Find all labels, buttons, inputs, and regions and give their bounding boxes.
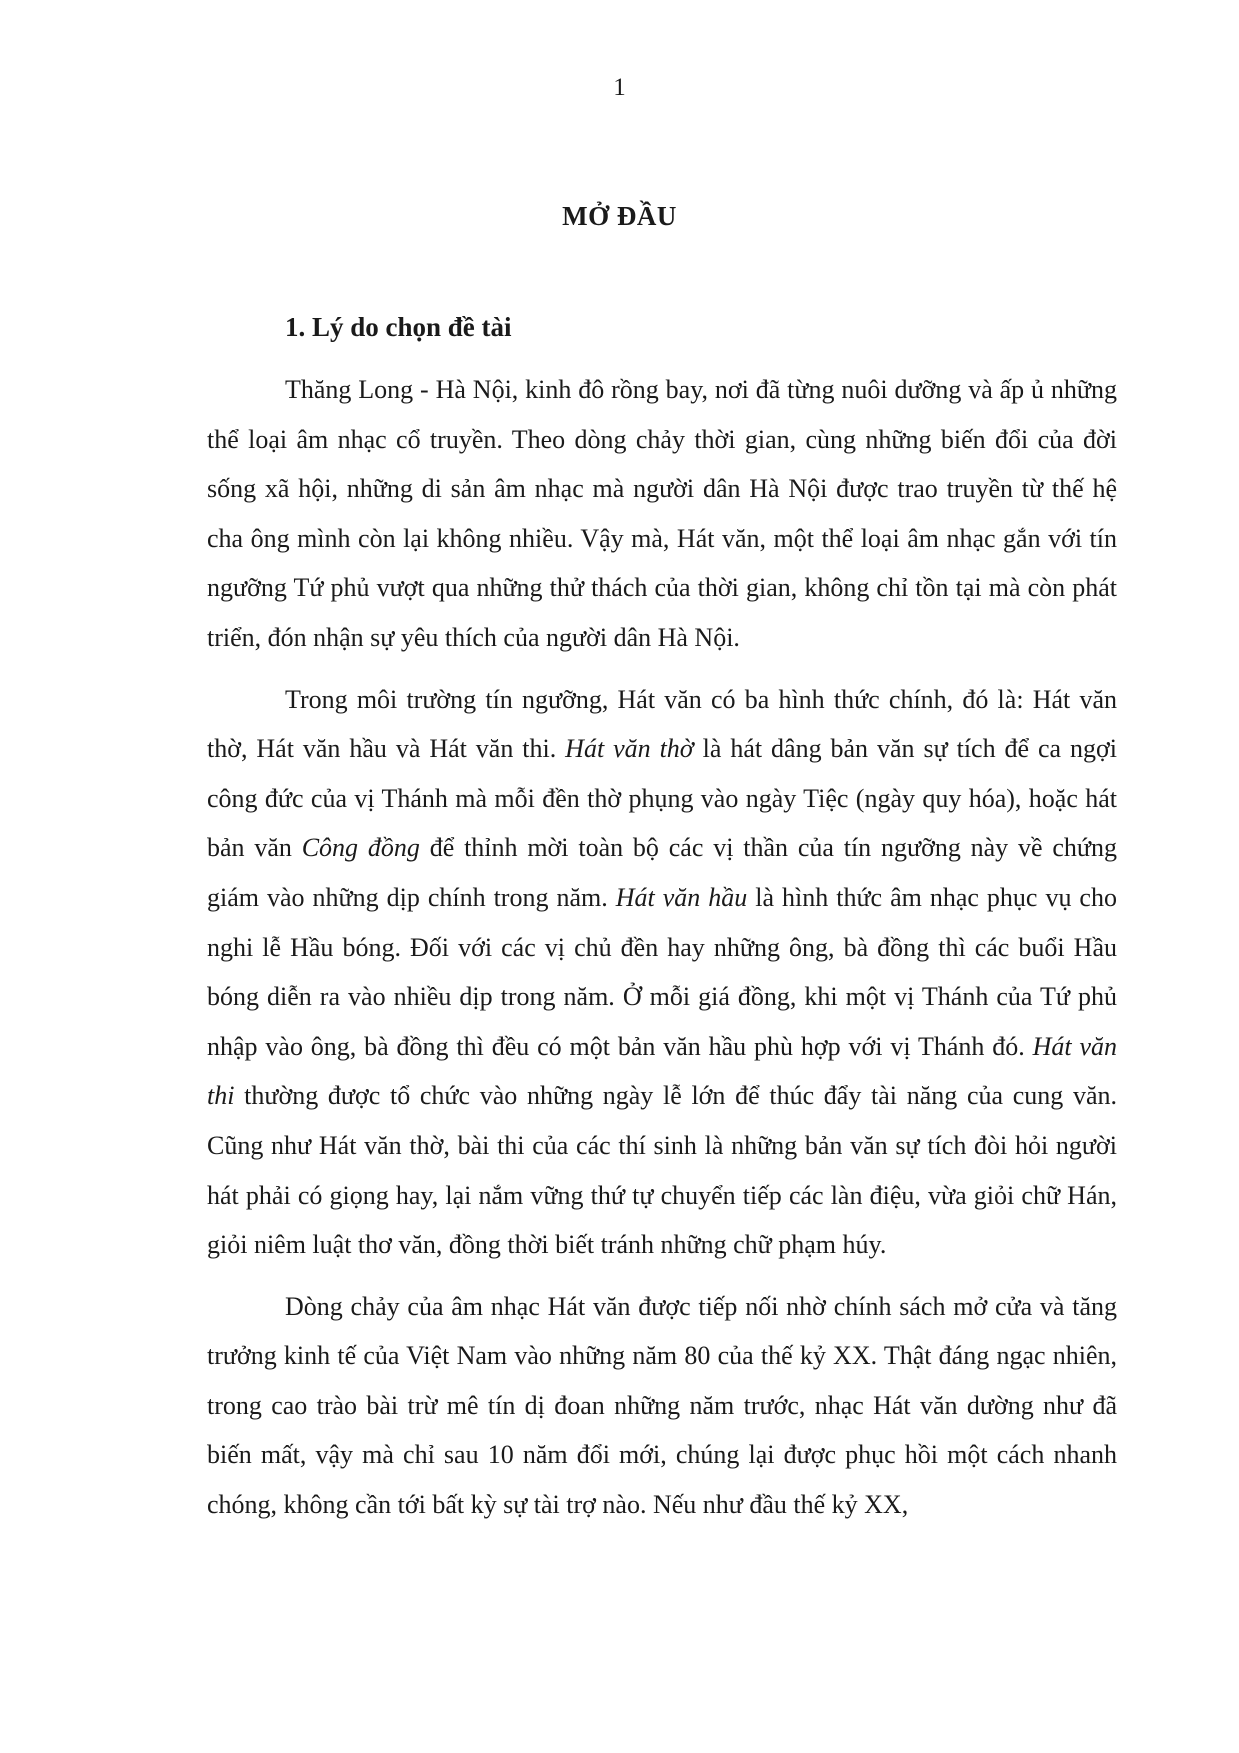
page-number: 1 — [613, 74, 626, 101]
paragraph-3: Dòng chảy của âm nhạc Hát văn được tiếp nối nhờ chính sách mở cửa và tăng trưởng kinh tế của Việt Nam vào những năm 80 của thế kỷ XX. Thật đáng ngạc nhiên, trong cao trào bài trừ mê tín dị đoan những năm trước, nhạc Hát văn dường như đã biến mất, vậy mà chỉ sau 10 năm đổi mới, chúng lại được phục hồi một cách nhanh chóng, không cần tới bất kỳ sự tài trợ nào. Nếu như đầu thế kỷ XX, — [207, 1291, 1117, 1520]
paragraph-2 — [207, 675, 1117, 1270]
paragraph-2-text-2: là hát dâng bản văn sự tích để ca ngợi công đức của vị Thánh mà mỗi đền thờ phụng vào ngày Tiệc (ngày quy hóa), hoặc hát bản văn — [207, 734, 1117, 863]
italic-term-hat-van-hau: Hát văn hầu — [615, 882, 748, 912]
paragraph-1: Thăng Long - Hà Nội, kinh đô rồng bay, nơi đã từng nuôi dưỡng và ấp ủ những thể loại âm nhạc cổ truyền. Theo dòng chảy thời gian, cùng những biến đổi của đời sống xã hội, những di sản âm nhạc mà người dân Hà Nội được trao truyền từ thế hệ cha ông mình còn lại không nhiều. Vậy mà, Hát văn, một thể loại âm nhạc gắn với tín ngưỡng Tứ phủ vượt qua những thử thách của thời gian, không chỉ tồn tại mà còn phát triển, đón nhận sự yêu thích của người dân Hà Nội. — [207, 375, 1117, 652]
paragraph-2-text-4: là hình thức âm nhạc phục vụ cho nghi lễ Hầu bóng. Đối với các vị chủ đền hay những ông, bà đồng thì các buổi Hầu bóng diễn ra vào nhiều dịp trong năm. Ở mỗi giá đồng, khi một vị Thánh của Tứ phủ nhập vào ông, bà đồng thì đều có một bản văn hầu phù hợp với vị Thánh đó. — [207, 882, 1117, 1061]
paragraph-2-text-5: thường được tổ chức vào những ngày lễ lớn để thúc đẩy tài năng của cung văn. Cũng như Hát văn thờ, bài thi của các thí sinh là những bản văn sự tích đòi hỏi người hát phải có giọng hay, lại nắm vững thứ tự chuyển tiếp các làn điệu, vừa giỏi chữ Hán, giỏi niêm luật thơ văn, đồng thời biết tránh những chữ phạm húy. — [207, 1081, 1117, 1260]
italic-term-hat-van-thi: Hát văn thi — [207, 1031, 1117, 1111]
body-text — [207, 365, 1117, 1530]
paragraph-2-text-3: để thỉnh mời toàn bộ các vị thần của tín ngưỡng này về chứng giám vào những dịp chính trong năm. — [207, 833, 1117, 912]
italic-term-hat-van-tho: Hát văn thờ — [565, 734, 694, 764]
paragraph-2-text-1: Trong môi trường tín ngưỡng, Hát văn có ba hình thức chính, đó là: Hát văn thờ, Hát văn hầu và Hát văn thi. — [207, 684, 1117, 764]
document-title: MỞ ĐẦU — [562, 201, 677, 231]
italic-term-cong-dong: Công đồng — [301, 833, 420, 863]
section-heading: 1. Lý do chọn đề tài — [285, 312, 512, 342]
